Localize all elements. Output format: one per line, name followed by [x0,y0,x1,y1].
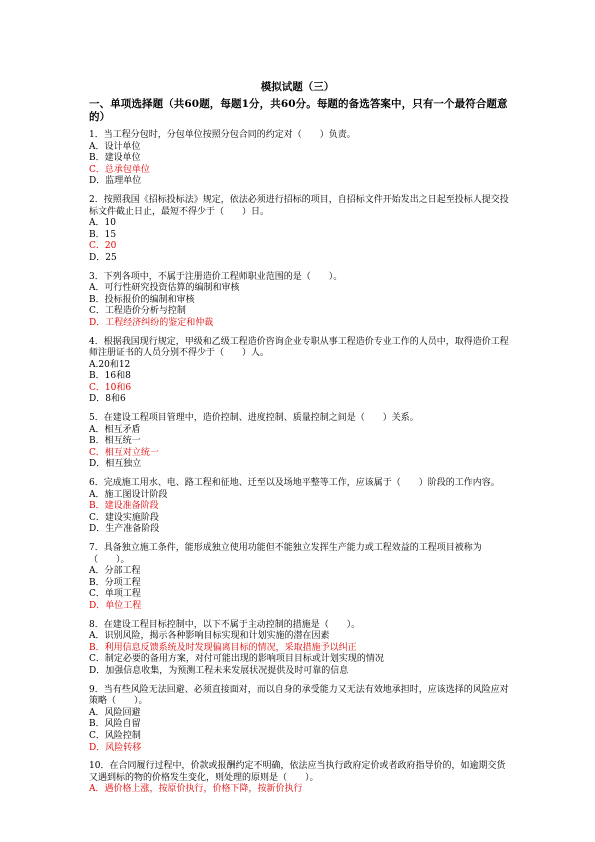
answer-option: C．制定必要的备用方案，对付可能出现的影响项目目标或计划实现的情况 [89,654,384,665]
question-item [89,195,514,265]
question-stem: 6．完成施工用水、电、路工程和征地、迁至以及场地平整等工作，应该属于（ ）阶段的工作内容。 [89,478,500,489]
answer-option: B．16和8 [89,371,131,382]
answer-option: A．风险回避 [89,707,141,718]
answer-option: A.20和12 [89,359,131,370]
answer-option: A．10 [89,218,116,229]
section-heading: 一、单项选择题（共60题，每题1分，共60分。每题的备选答案中，只有一个最符合题意的） [89,98,508,123]
answer-option-highlighted: C．10和6 [89,382,132,393]
question-stem: 5．在建设工程项目管理中，造价控制、进度控制、质量控制之间是（ ）关系。 [89,413,419,424]
answer-option: C．单项工程 [89,589,141,600]
answer-option-highlighted: B．利用信息反馈系统及时发现偏离目标的情况，采取措施予以纠正 [89,642,357,653]
answer-option: A．相互矛盾 [89,424,141,435]
question-stem: 9．当有些风险无法回避、必须直接面对，而以自身的承受能力又无法有效地承担时，应该选择的风险应对策略（ ）。 [89,684,509,707]
page-title: 模拟试题（三） [260,81,335,93]
answer-option: C．建设实施阶段 [89,512,159,523]
question-item [89,413,514,471]
answer-option: A．施工图设计阶段 [89,489,168,500]
question-item [89,685,514,755]
question-item [89,272,514,330]
answer-option: B．分项工程 [89,577,141,588]
answer-option-highlighted: B．建设准备阶段 [89,501,159,512]
question-stem: 1．当工程分包时，分包单位按照分包合同的约定对（ ）负责。 [89,130,356,140]
question-stem: 4．根据我国现行规定，甲级和乙级工程造价咨询企业专职从事工程造价专业工作的人员中，取得造价工程师注册证书的人员分别不得少于（ ）人。 [89,336,509,359]
question-item [89,543,514,613]
question-item [89,130,514,188]
answer-option: A．设计单位 [89,141,141,152]
question-item [89,337,514,407]
question-stem: 10．在合同履行过程中，价款或报酬约定不明确，依法应当执行政府定价或者政府指导价的，如逾期交货又遇到标的物的价格发生变化，则处理的原则是（ ）。 [89,761,506,783]
answer-option: B．风险自留 [89,719,141,730]
answer-option: B．15 [89,229,117,240]
answer-option: B．建设单位 [89,153,141,164]
answer-option-highlighted: C．20 [89,241,117,252]
answer-option-highlighted: C．总承包单位 [89,164,150,175]
answer-option-highlighted: D．工程经济纠纷的鉴定和仲裁 [89,317,214,328]
answer-option: D．8和6 [89,394,126,405]
answer-option-highlighted: D．单位工程 [89,600,142,611]
question-list [89,130,514,803]
question-item [89,478,514,536]
answer-option: B．相互统一 [89,436,141,447]
answer-option: A．识别风险，揭示各种影响目标实现和计划实施的潜在因素 [89,631,330,642]
question-stem: 2．按照我国《招标投标法》规定，依法必须进行招标的项目，自招标文件开始发出之日起至投标人提交投标文件截止日止，最短不得少于（ ）日。 [89,194,509,217]
question-stem: 7．具备独立施工条件，能形成独立使用功能但不能独立发挥生产能力或工程效益的工程项目被称为（ ）。 [89,543,482,565]
answer-option: D．25 [89,252,117,263]
question-stem: 8．在建设工程目标控制中，以下不属于主动控制的措施是（ ）。 [89,619,361,630]
answer-option: D．加强信息收集，为预测工程未来发展状况提供及时可靠的信息 [89,665,349,676]
answer-option: D．生产准备阶段 [89,524,160,535]
question-stem: 3．下列各项中，不属于注册造价工程师职业范围的是（ ）。 [89,271,343,282]
answer-option: D．监理单位 [89,176,142,187]
question-item [89,620,514,678]
answer-option: D．相互独立 [89,459,142,470]
answer-option-highlighted: D．风险转移 [89,742,142,753]
answer-option: B．投标报价的编制和审核 [89,294,195,305]
answer-option: C．工程造价分析与控制 [89,306,186,317]
answer-option-highlighted: A．遇价格上涨，按原价执行，价格下降，按新价执行 [89,784,303,795]
answer-option: A．可行性研究投资估算的编制和审核 [89,283,240,294]
answer-option: C．风险控制 [89,730,141,741]
answer-option-highlighted: C．相互对立统一 [89,447,159,458]
question-item [89,761,514,796]
answer-option: A．分部工程 [89,566,141,577]
